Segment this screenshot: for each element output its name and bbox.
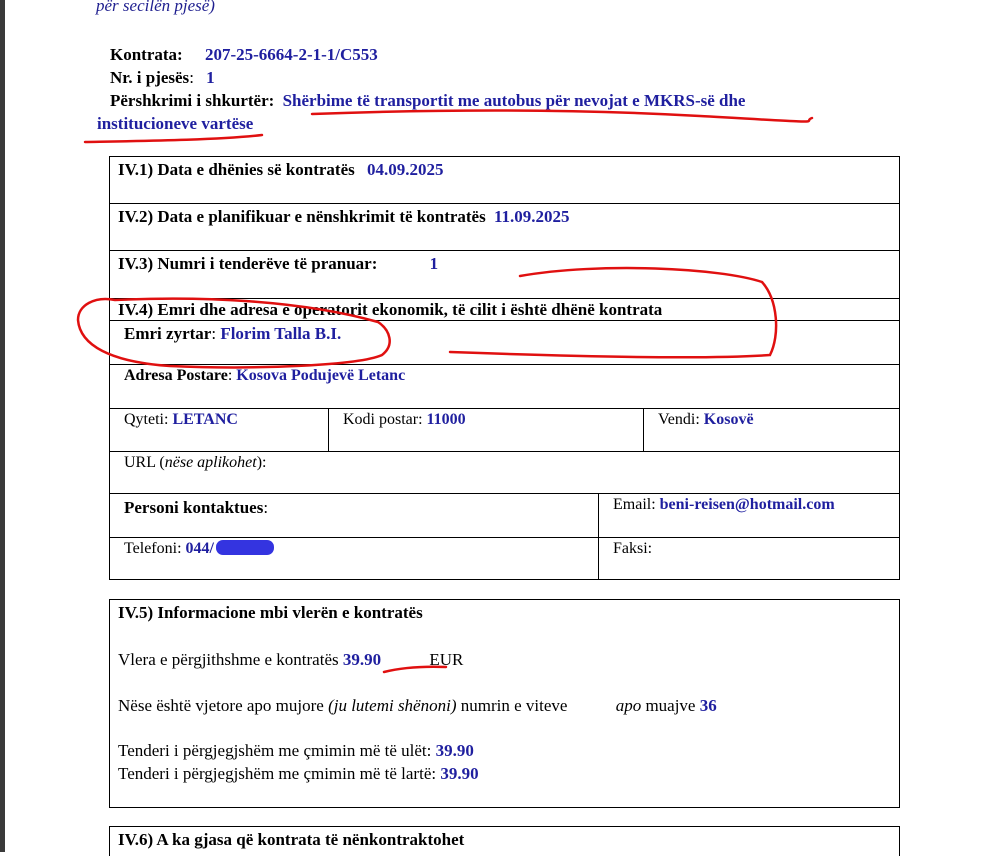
section-iv5-box: [109, 599, 900, 808]
address-label: Adresa Postare: [124, 367, 228, 384]
contact-text: Personi kontaktues:: [124, 498, 269, 517]
iv4-row: [110, 298, 899, 320]
url-label: URL (: [124, 454, 165, 471]
contract-label: Kontrata:: [110, 45, 183, 64]
city-label: Qyteti:: [124, 411, 169, 428]
country-label: Vendi:: [658, 411, 700, 428]
months-value: 36: [699, 696, 717, 715]
iv2-value: 11.09.2025: [493, 207, 570, 226]
iv1-text: [118, 160, 444, 180]
url-text: [124, 454, 266, 472]
address-text: Adresa Postare: Kosova Podujevë Letanc: [124, 367, 406, 384]
description-row: [110, 91, 745, 111]
duration-line: [118, 696, 717, 716]
annual-text2: numrin e viteve: [460, 696, 568, 715]
iv2-label: IV.2) Data e planifikuar e nënshkrimit të kontratës: [118, 207, 486, 226]
annual-apo: apo: [615, 696, 642, 715]
page-edge: [0, 0, 5, 852]
name-value: Florim Talla B.I.: [220, 324, 342, 343]
phone-label: Telefoni:: [124, 540, 182, 557]
iv2-text: [118, 207, 570, 227]
city-text: [124, 411, 238, 429]
address-row: [110, 364, 899, 408]
phone-value: 044/: [185, 540, 214, 557]
part-row: Nr. i pjesës: 1: [110, 68, 215, 87]
phone-text: [124, 540, 274, 558]
fax-label: Faksi:: [613, 540, 653, 557]
address-value: Kosova Podujevë Letanc: [236, 367, 406, 384]
postal-cell: [328, 409, 643, 451]
iv2-row: [110, 203, 899, 250]
email-cell: [598, 494, 899, 537]
annual-italic: (ju lutemi shënoni): [328, 696, 457, 715]
country-text: [658, 411, 754, 429]
postal-label: Kodi postar:: [343, 411, 423, 428]
name-row: [110, 320, 899, 364]
lowest-label: Tenderi i përgjegjshëm me çmimin më të ulët:: [118, 741, 432, 760]
iv1-row: [110, 157, 899, 203]
email-label: Email:: [613, 496, 656, 513]
contact-row: [110, 493, 899, 537]
name-label: Emri zyrtar: [124, 324, 212, 343]
highest-value: 39.90: [440, 764, 479, 783]
postal-value: 11000: [426, 411, 466, 428]
total-value: 39.90: [342, 650, 382, 669]
highest-label: Tenderi i përgjegjshëm me çmimin më të lartë:: [118, 764, 437, 783]
lowest-line: [118, 741, 474, 761]
redaction-mark: [216, 540, 274, 555]
lowest-value: 39.90: [435, 741, 474, 760]
description-label: Përshkrimi i shkurtër:: [110, 91, 275, 110]
url-end: ):: [256, 454, 267, 471]
underline-description: [312, 111, 812, 122]
contract-value: 207-25-6664-2-1-1/C553: [204, 45, 378, 64]
fax-cell: [598, 538, 899, 579]
iv1-value: 04.09.2025: [367, 160, 444, 179]
highest-line: [118, 764, 479, 784]
part-value: 1: [206, 68, 215, 87]
iv4-label: IV.4) Emri dhe adresa e operatorit ekonomik, të cilit i është dhënë kontrata: [118, 300, 663, 319]
description-value-line2: institucioneve vartëse: [97, 114, 254, 133]
section-iv-table: [109, 156, 900, 580]
country-value: Kosovë: [703, 411, 754, 428]
contract-row: [110, 45, 378, 65]
total-label: Vlera e përgjithshme e kontratës: [118, 650, 339, 669]
postal-text: [343, 411, 466, 429]
contact-label: Personi kontaktues: [124, 498, 264, 517]
country-cell: [643, 409, 899, 451]
url-italic: nëse aplikohet: [164, 454, 257, 471]
total-value-line: [118, 650, 463, 670]
annual-text3: muajve: [645, 696, 696, 715]
city-value: LETANC: [172, 411, 238, 428]
iv1-label: IV.1) Data e dhënies së kontratës: [118, 160, 355, 179]
iv6-title: IV.6) A ka gjasa që kontrata të nënkontraktohet: [118, 830, 465, 849]
url-row: [110, 451, 899, 493]
part-label: Nr. i pjesës: [110, 68, 190, 87]
description-row-2: [97, 114, 253, 134]
city-row: [110, 408, 899, 451]
email-value: beni-reisen@hotmail.com: [659, 496, 835, 513]
description-value-line1: Shërbime të transportit me autobus për nevojat e MKRS-së dhe: [282, 91, 746, 110]
underline-description-2: [85, 135, 262, 142]
cut-off-line: për secilën pjesë): [96, 0, 215, 15]
phone-row: [110, 537, 899, 579]
iv5-title: IV.5) Informacione mbi vlerën e kontratës: [118, 603, 423, 622]
iv3-text: [118, 254, 438, 274]
annual-text1: Nëse është vjetore apo mujore: [118, 696, 324, 715]
email-text: [613, 496, 835, 514]
iv3-row: [110, 250, 899, 298]
currency: EUR: [429, 650, 464, 669]
iv3-value: 1: [429, 254, 439, 273]
name-text: Emri zyrtar: Florim Talla B.I.: [124, 324, 342, 343]
iv3-label: IV.3) Numri i tenderëve të pranuar:: [118, 254, 378, 273]
